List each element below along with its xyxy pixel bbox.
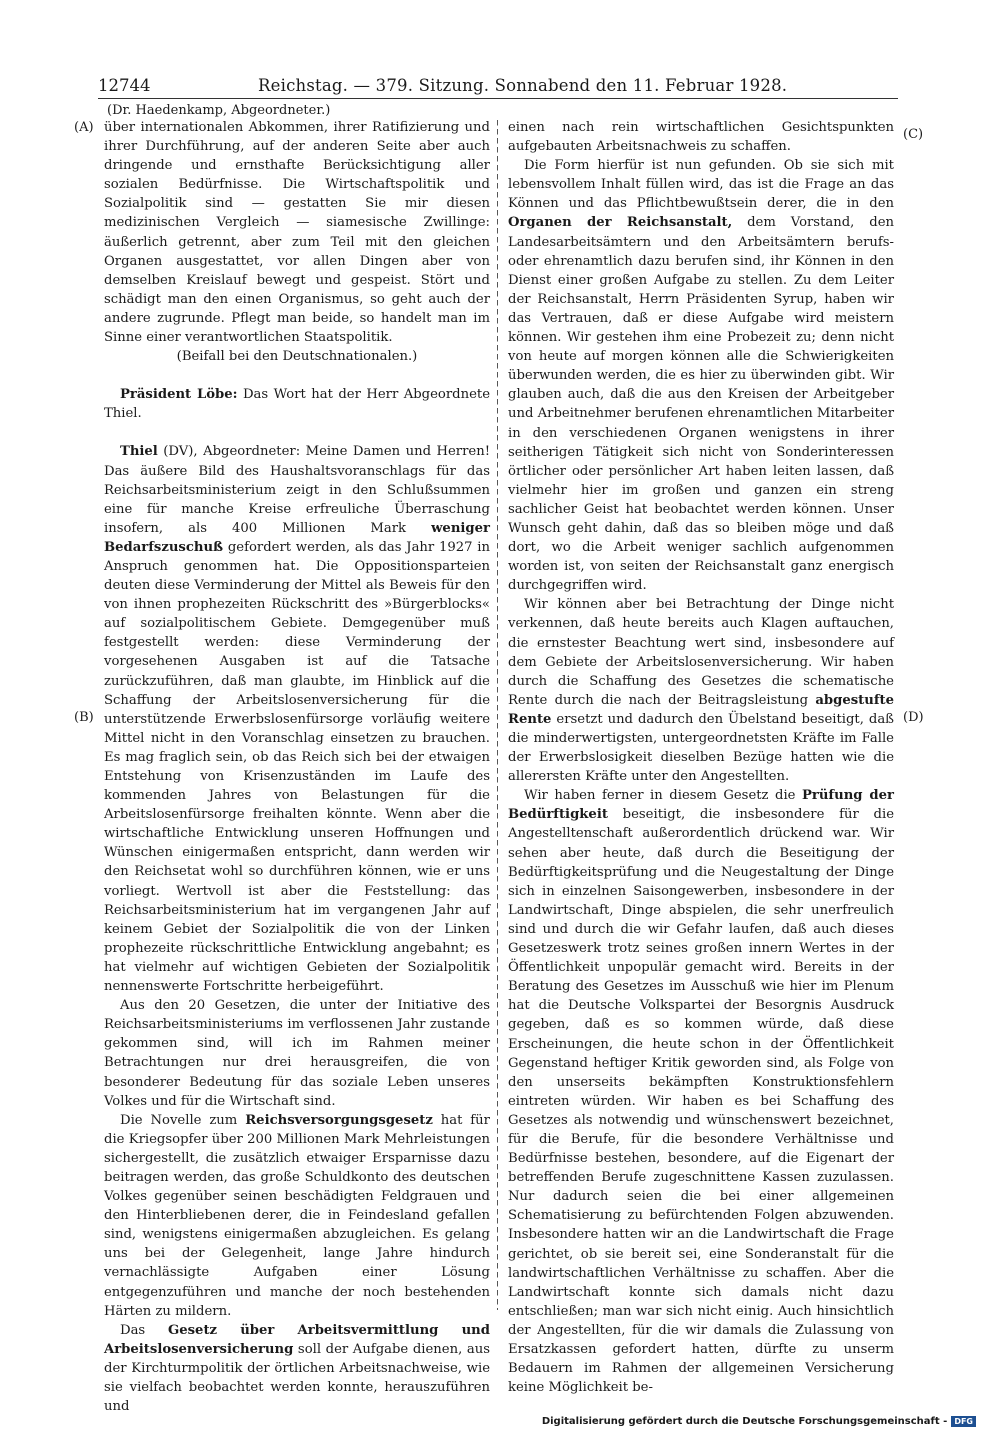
- left-column: [104, 118, 490, 1416]
- funding-credit: Digitalisierung gefördert durch die Deutsche Forschungsgemeinschaft -: [541, 1416, 948, 1427]
- paragraph-text: Das Wort hat der Herr Abgeordnete Thiel.: [104, 387, 491, 422]
- emphasis: Prüfung der Bedürftigkeit: [508, 788, 894, 823]
- running-head: Reichstag. — 379. Sitzung. Sonnabend den 11. Februar 1928.: [258, 76, 788, 95]
- paragraph-text: Die Form hierfür ist nun gefunden. Ob sie sich mit lebensvollem Inhalt füllen wird, das ist die Frage an das Können und das Pflichtbewußtsein derer, die in den: [508, 158, 894, 212]
- paragraph-text: Wir haben ferner in diesem Gesetz die: [524, 788, 796, 804]
- emphasis: abgestufte Rente: [508, 692, 894, 727]
- speaker-name: Präsident Löbe:: [120, 387, 238, 403]
- margin-mark-a: (A): [74, 120, 94, 135]
- paragraph-text: beseitigt, die insbesondere für die Angestelltenschaft außerordentlich drückend war. Wir sehen aber heute, daß durch die Beseitigung der Bedürftigkeitsprüfung und die Neugestaltung der Dinge sich in einzelnen Saisongewerben, insbesondere in der Landwirtschaft, Dinge abspielen, die sehr unerfreulich sind und durch die wir Gefahr laufen, daß auch dieses Gesetzeswerk trotz seines großen innern Wertes in der Öffentlichkeit unpopulär gemacht wird. Bereits in der Beratung des Gesetzes im Ausschuß wie hier im Plenum hat die Deutsche Volkspartei der Besorgnis Ausdruck gegeben, daß es so kommen würde, daß diese Erscheinungen, die heute schon in der Öffentlichkeit Gegenstand heftiger Kritik geworden sind, als Folge von den unserseits bekämpften Konstruktionsfehlern eintreten würden. Wir haben es bei Schaffung des Gesetzes als notwendig und wünschenswert bezeichnet, für die Berufe, für die besondere Verhältnisse und Bedürfnisse bestehen, besondere, auf die Eigenart der betreffenden Berufe zugeschnittene Kassen zuzulassen. Nur dadurch seien die bei einer allgemeinen Schematisierung zu befürchtenden Folgen abzuwenden. Insbesondere hatten wir an die Landwirtschaft die Frage gerichtet, ob sie bereit sei, eine Sonderanstalt für die landwirtschaftlichen Verhältnisse zu schaffen. Aber die Landwirtschaft konnte sich damals nicht dazu entschließen; man war sich nicht einig. Auch hinsichtlich der Angestellten, für die wir damals die Zulassung von Ersatzkassen gefordert hatten, dürfte zu unserm Bedauern im Rahmen der allgemeinen Versicherung keine Möglichkeit be-: [508, 807, 894, 1396]
- emphasis: weniger Bedarfszuschuß: [104, 520, 490, 555]
- speaker-continuation: (Dr. Haedenkamp, Abgeordneter.): [107, 103, 331, 118]
- paragraph-text: ersetzt und dadurch den Übelstand beseitigt, daß die minderwertigsten, untergeordnetsten Kräfte im Falle der Erwerbslosigkeit dieselben Bezüge hatten wie die allerersten Kräfte unter den Angestellten.: [508, 711, 894, 785]
- emphasis: Reichsversorgungsgesetz: [245, 1112, 433, 1128]
- paragraph: Aus den 20 Gesetzen, die unter der Initiative des Reichsarbeitsministeriums im verflossenen Jahr zustande gekommen sind, will ich im Rahmen meiner Betrachtungen nur drei herausgreifen, die von besonderer Bedeutung für das soziale Leben unseres Volkes und für die Wirtschaft sind.: [104, 998, 490, 1109]
- column-rule: [497, 120, 498, 1310]
- paragraph: [104, 442, 490, 996]
- applause-note: (Beifall bei den Deutschnationalen.): [176, 349, 418, 365]
- paragraph: [104, 385, 490, 423]
- paragraph: einen nach rein wirtschaftlichen Gesichtspunkten aufgebauten Arbeitsnachweis zu schaffen.: [508, 120, 894, 155]
- paragraph: [508, 786, 894, 1397]
- emphasis: Organen der Reichsanstalt,: [508, 215, 733, 231]
- margin-mark-b: (B): [74, 710, 94, 725]
- paragraph: [104, 1111, 490, 1321]
- footer-credit: [542, 1416, 976, 1427]
- margin-mark-d: (D): [903, 710, 924, 725]
- paragraph: [508, 156, 894, 595]
- speaker-party: (DV), Abgeordneter:: [163, 444, 301, 460]
- paragraph-text: gefordert werden, als das Jahr 1927 in Anspruch genommen hat. Die Oppositionsparteien deuten diese Verminderung der Mittel als Beweis für den von ihnen prophezeiten Rückschritt des »Bürgerblocks« auf sozialpolitischem Gebiete. Demgegenüber muß festgestellt werden: diese Verminderung der vorgesehenen Ausgaben ist auf die Tatsache zurückzuführen, daß man glaubte, im Hinblick auf die Schaffung der Arbeitslosenversicherung für die unterstützende Erwerbslosenfürsorge vorläufig weitere Mittel nicht in den Voranschlag einsetzen zu brauchen. Es mag fraglich sein, ob das Reich sich bei der etwaigen Entstehung von Krisenzuständen im Laufe des kommenden Jahres von Belastungen für die Arbeitslosenfürsorge freihalten könnte. Wenn aber die wirtschaftliche Entwicklung unseren Hoffnungen und Wünschen einigermaßen entspricht, dann werden wir den Reichsetat wohl so durchführen können, wie er uns vorliegt. Wertvoll ist aber die Feststellung: das Reichsarbeitsministerium hat im vergangenen Jahr auf keinem Gebiet der Sozialpolitik die von der Linken prophezeite rückschrittliche Entwicklung angebahnt; es hat vielmehr auf wichtigen Gebieten der Sozialpolitik nennenswerte Fortschritte herbeigeführt.: [104, 539, 490, 995]
- margin-mark-c: (C): [903, 127, 924, 142]
- running-header: [98, 74, 898, 100]
- right-column: [508, 118, 894, 1397]
- paragraph-text: dem Vorstand, den Landesarbeitsämtern und den Arbeitsämtern berufs- oder ehrenamtlich dazu berufen sind, ihr Können in den Dienst einer großen Aufgabe zu stellen. Zu dem Leiter der Reichsanstalt, Herrn Präsidenten Syrup, haben wir das Vertrauen, daß er diese Aufgabe wird meistern können. Wir gestehen ihm eine Probezeit zu; denn nicht von heute auf morgen können alle die Schwierigkeiten überwunden werden, die es hier zu überwinden gibt. Wir glauben auch, daß die aus den Kreisen der Arbeitgeber und Arbeitnehmer berufenen ehrenamtlichen Mitarbeiter in den verschiedenen Organen wenigstens in ihrer seitherigen Tätigkeit sich nicht von Sonderinteressen örtlicher oder persönlicher Art haben leiten lassen, daß vielmehr hier im großen und ganzen ein streng sachlicher Geist hat beobachtet werden können. Unser Wunsch geht dahin, daß das so bleiben möge und daß dort, wo die Arbeit weniger sachlich aufgenommen worden ist, von seiten der Reichsanstalt ganz energisch durchgegriffen wird.: [508, 215, 894, 594]
- speaker-name: Thiel: [120, 444, 158, 460]
- dfg-logo: DFG: [951, 1416, 976, 1427]
- paragraph-text: soll der Aufgabe dienen, aus der Kirchturmpolitik der örtlichen Arbeitsnachweise, wie sie vielfach beobachtet werden konnte, herauszuführen und: [104, 1341, 490, 1415]
- paragraph-text: Die Novelle zum: [120, 1112, 238, 1128]
- paragraph-text: Das: [120, 1322, 146, 1338]
- paragraph-text: Wir können aber bei Betrachtung der Dinge nicht verkennen, daß heute bereits auch Klagen auftauchen, die ernstester Beachtung wert sind, insbesondere auf dem Gebiete der Arbeitslosenversicherung. Wir haben durch die Schaffung des Gesetzes die schematische Rente durch die nach der Beitragsleistung: [508, 597, 894, 708]
- paragraph-text: hat für die Kriegsopfer über 200 Millionen Mark Mehrleistungen sichergestellt, die zusätzlich etwaiger Ersparnisse dazu beitragen werden, das große Schuldkonto des deutschen Volkes gegenüber seinen beschädigten Feldgrauen und den Hinterbliebenen derer, die in Feindesland gefallen sind, wenigstens einigermaßen abzugleichen. Es gelang uns bei der Gelegenheit, lange Jahre hindurch vernachlässigte Aufgaben einer Lösung entgegenzuführen und manche der noch bestehenden Härten zu mildern.: [104, 1112, 490, 1319]
- paragraph: über internationalen Abkommen, ihrer Ratifizierung und ihrer Durchführung, auf der anderen Seite aber auch dringende und ernsthafte Berücksichtigung aller sozialen Bedürfnisse. Die Wirtschaftspolitik und Sozialpolitik sind — gestatten Sie mir diesen medizinischen Vergleich — siamesische Zwillinge: äußerlich getrennt, aber zum Teil mit den gleichen Organen ausgestattet, vor allen Dingen aber von demselben Kreislauf bewegt und gespeist. Stört und schädigt man den einen Organismus, so geht auch der andere zugrunde. Pflegt man beide, so handelt man im Sinne einer verantwortlichen Staatspolitik.: [104, 120, 490, 346]
- paragraph-text: Meine Damen und Herren! Das äußere Bild des Haushaltsvoranschlags für das Reichsarbeitsministerium zeigt in den Schlußsummen eine für manche Kreise erfreuliche Überraschung insofern, als 400 Millionen Mark: [104, 444, 490, 536]
- paragraph: [104, 1321, 490, 1416]
- paragraph: [508, 595, 894, 786]
- emphasis: Gesetz über Arbeitsvermittlung und Arbeitslosenversicherung: [104, 1322, 490, 1357]
- header-rule: [98, 98, 898, 99]
- page-number: 12744: [98, 76, 151, 95]
